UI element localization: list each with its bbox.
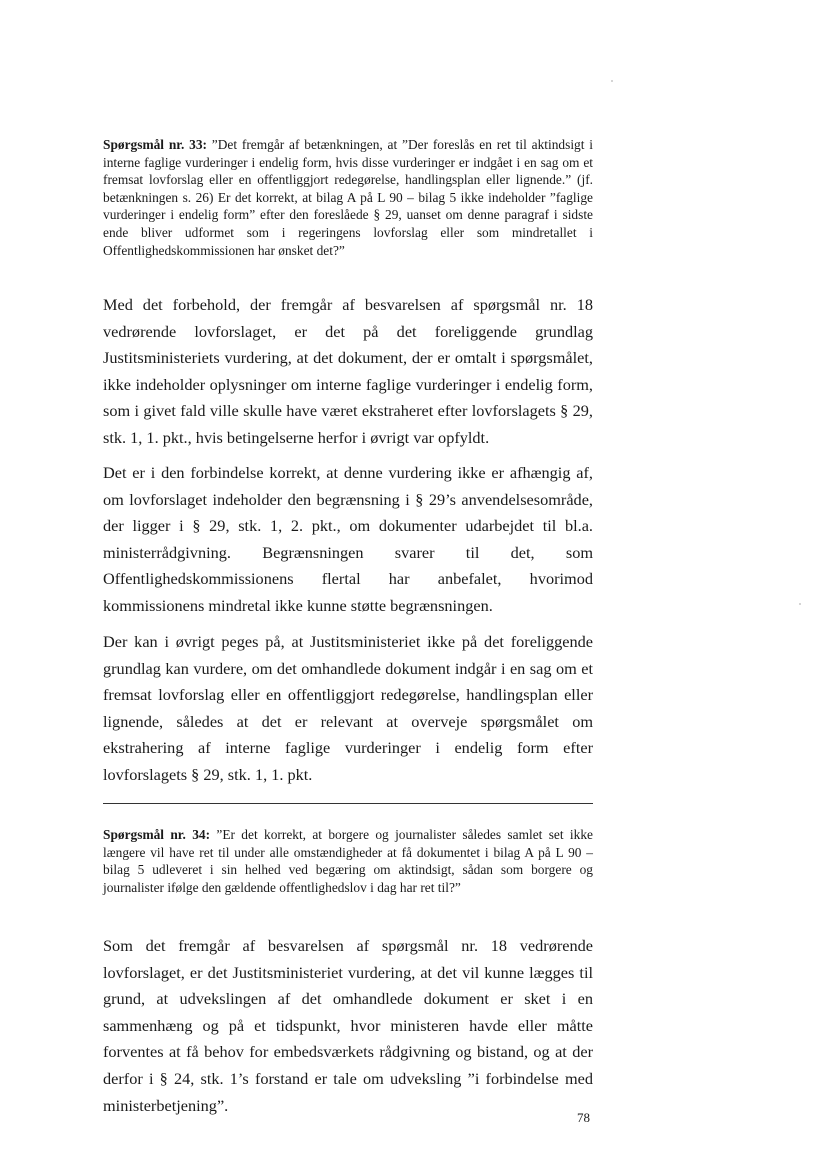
section-divider [103, 803, 593, 804]
question-34-text: ”Er det korrekt, at borgere og journalister således samlet set ikke længere vil have ret til under alle omstændigheder at få dokumentet i bilag A på L 90 – bilag 5 udleveret i sin helhed ved begæring om aktindsigt, sådan som borgere og journalister ifølge den gældende offentlighedslov i dag har ret til?” [103, 827, 593, 895]
answer-33-paragraph-3: Der kan i øvrigt peges på, at Justitsministeriet ikke på det foreliggende grundlag kan vurdere, om det omhandlede dokument indgår i en sag om et fremsat lovforslag eller en offentliggjort redegørelse, handlingsplan eller lignende, således at det er relevant at overveje spørgsmålet om ekstrahering af interne faglige vurderinger i endelig form efter lovforslagets § 29, stk. 1, 1. pkt. [103, 632, 593, 784]
question-33 [103, 136, 593, 259]
answer-33-paragraph-2: Det er i den forbindelse korrekt, at denne vurdering ikke er afhængig af, om lovforslaget indeholder den begrænsning i § 29’s anvendelsesområde, der ligger i § 29, stk. 1, 2. pkt., om dokumenter udarbejdet til bl.a. ministerrådgivning. Begrænsningen svarer til det, som Offentlighedskommissionens flertal har anbefalet, hvorimod kommissionens mindretal ikke kunne støtte begrænsningen. [103, 463, 593, 615]
question-34 [103, 826, 593, 896]
question-34-label: Spørgsmål nr. 34: [103, 827, 211, 842]
question-33-text: ”Det fremgår af betænkningen, at ”Der foreslås en ret til aktindsigt i interne faglige vurderinger i endelig form, hvis disse vurderinger er indgået i en sag om et fremsat lovforslag eller en offentliggjort redegørelse, handlingsplan eller lignende.” (jf. betænkningen s. 26) Er det korrekt, at bilag A på L 90 – bilag 5 ikke indeholder ”faglige vurderinger i endelig form” efter den foreslåede § 29, uanset om denne paragraf i sidste ende bliver udformet som i regeringens lovforslag eller som mindretallet i Offentlighedskommissionen har ønsket det?” [103, 137, 593, 258]
page-number: 78 [577, 1110, 590, 1125]
scan-speck [799, 603, 801, 605]
answer-34-paragraph: Som det fremgår af besvarelsen af spørgsmål nr. 18 vedrørende lovforslaget, er det Justitsministeriet vurdering, at det vil kunne lægges til grund, at udvekslingen af det omhandlede dokument er sket i en sammenhæng og på et tidspunkt, hvor ministeren havde eller måtte forventes at få behov for embedsværkets rådgivning og bistand, og at der derfor i § 24, stk. 1’s forstand er tale om udveksling ”i forbindelse med ministerbetjening”. [103, 936, 593, 1115]
scan-speck [611, 80, 613, 82]
question-33-label: Spørgsmål nr. 33: [103, 137, 207, 152]
answer-33-paragraph-1: Med det forbehold, der fremgår af besvarelsen af spørgsmål nr. 18 vedrørende lovforslaget, er det på det foreliggende grundlag Justitsministeriets vurdering, at det dokument, der er omtalt i spørgsmålet, ikke indeholder oplysninger om interne faglige vurderinger i endelig form, som i givet fald ville skulle have været ekstraheret efter lovforslagets § 29, stk. 1, 1. pkt., hvis betingelserne herfor i øvrigt var opfyldt. [103, 295, 593, 447]
